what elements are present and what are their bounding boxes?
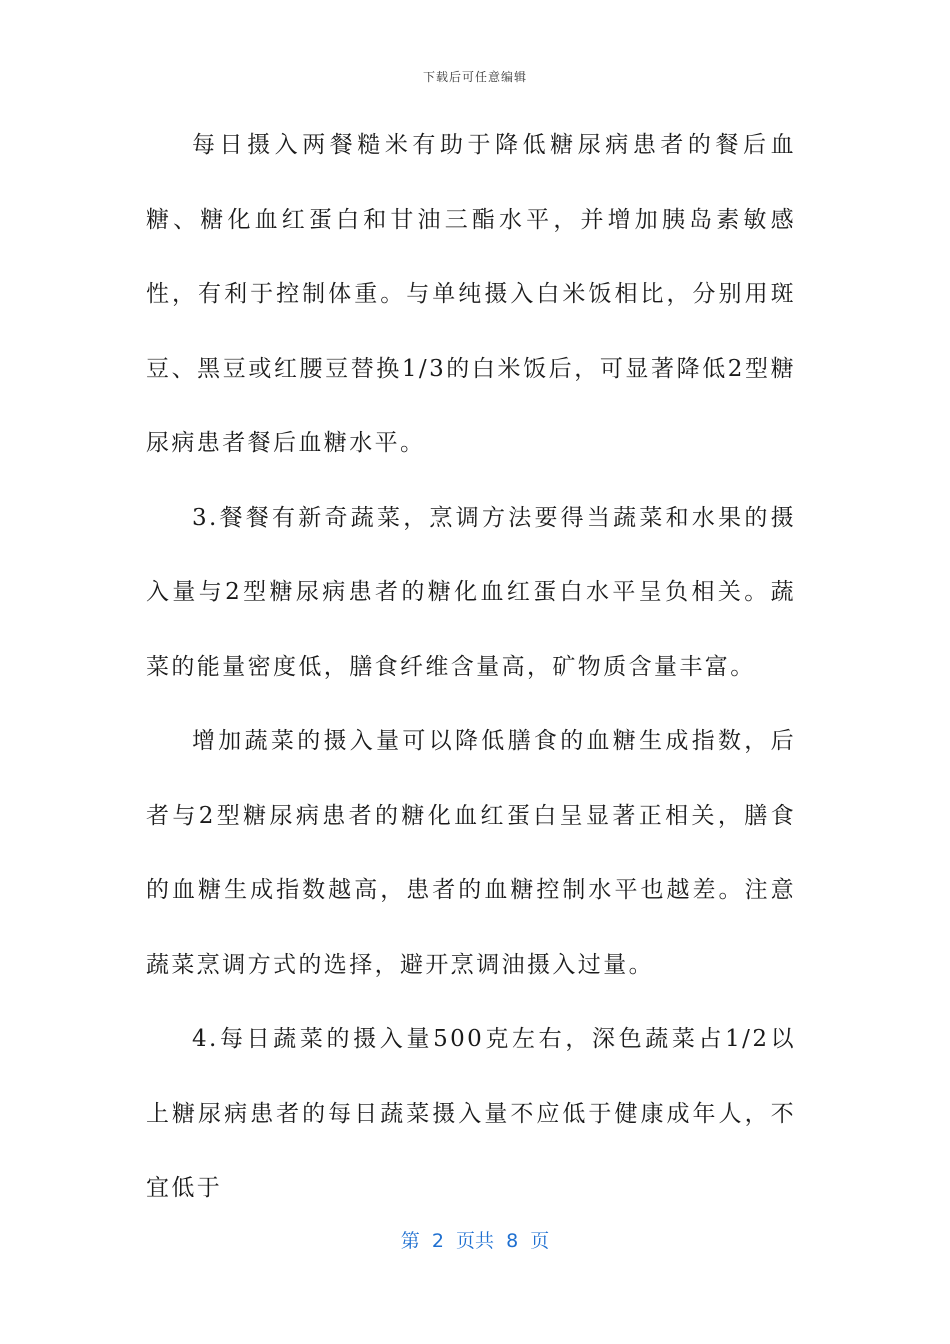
document-body <box>146 108 796 1226</box>
paragraph: 每日摄入两餐糙米有助于降低糖尿病患者的餐后血糖、糖化血红蛋白和甘油三酯水平，并增加胰岛素敏感性，有利于控制体重。与单纯摄入白米饭相比，分别用斑豆、黑豆或红腰豆替换1/3的白米饭后，可显著降低2型糖尿病患者餐后血糖水平。 <box>146 132 796 456</box>
paragraph: 增加蔬菜的摄入量可以降低膳食的血糖生成指数，后者与2型糖尿病患者的糖化血红蛋白呈显著正相关，膳食的血糖生成指数越高，患者的血糖控制水平也越差。注意蔬菜烹调方式的选择，避开烹调油摄入过量。 <box>146 728 796 978</box>
page-number: 第 2 页共 8 页 <box>400 1230 550 1252</box>
paragraph: 3.餐餐有新奇蔬菜，烹调方法要得当蔬菜和水果的摄入量与2型糖尿病患者的糖化血红蛋白水平呈负相关。蔬菜的能量密度低，膳食纤维含量高，矿物质含量丰富。 <box>146 504 796 680</box>
header-note: 下载后可任意编辑 <box>422 70 527 84</box>
paragraph: 4.每日蔬菜的摄入量500克左右，深色蔬菜占1/2以上糖尿病患者的每日蔬菜摄入量不应低于健康成年人，不宜低于 <box>146 1026 796 1201</box>
